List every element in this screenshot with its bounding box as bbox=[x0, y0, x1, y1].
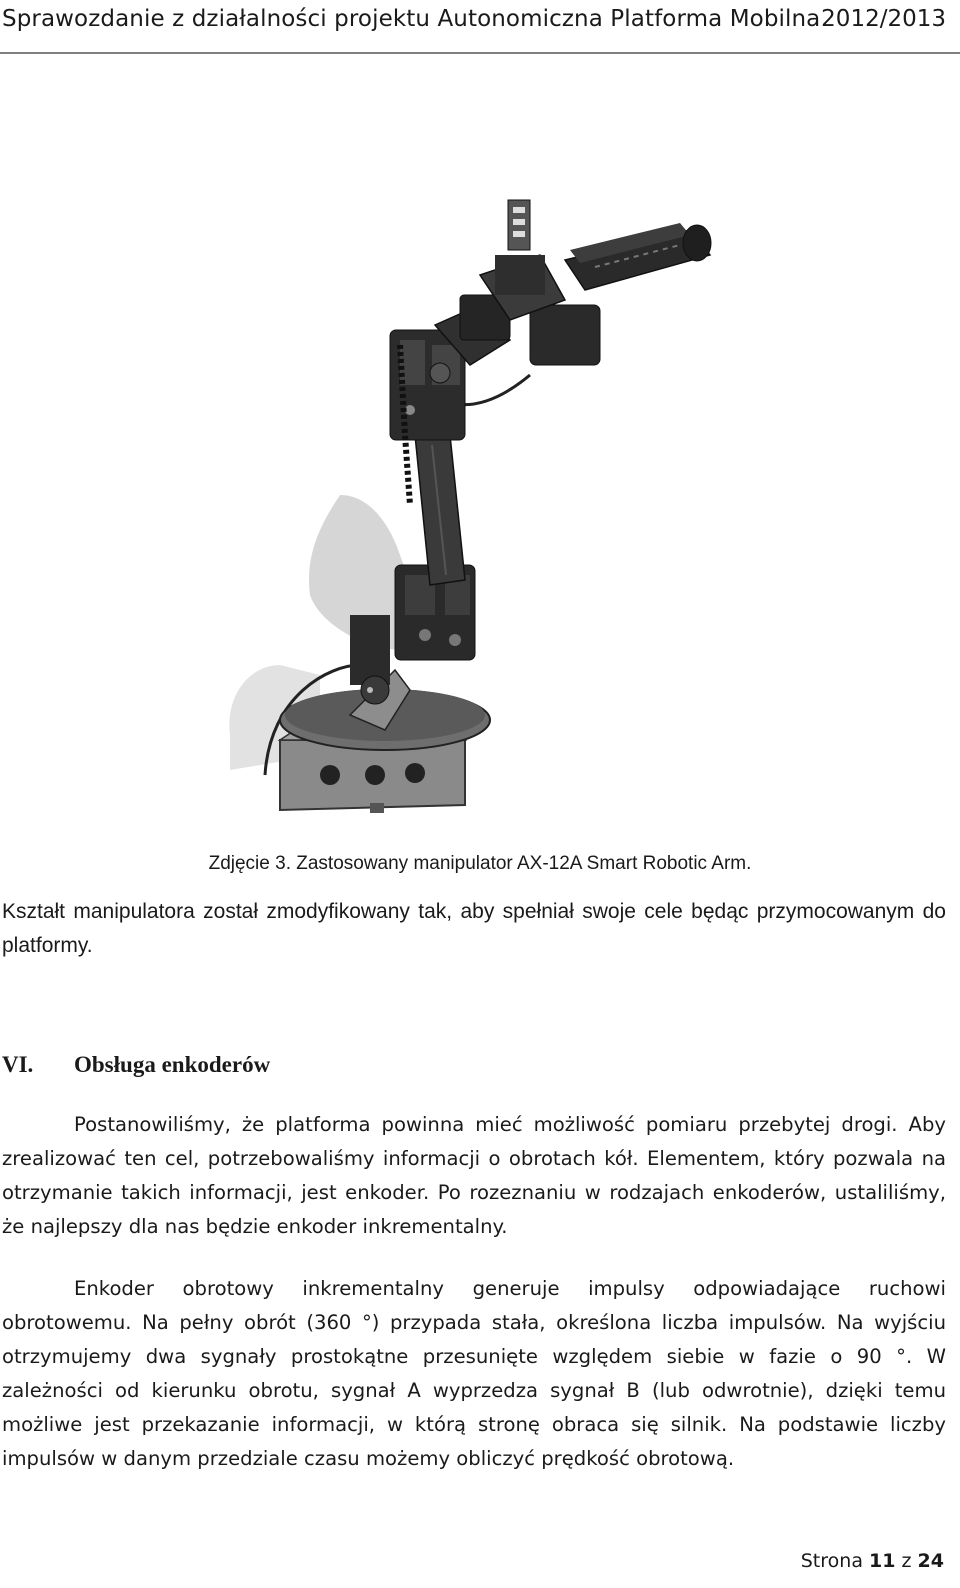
document-title: Sprawozdanie z działalności projektu Autonomiczna Platforma Mobilna bbox=[2, 6, 821, 32]
page-footer bbox=[801, 1550, 944, 1572]
paragraph-incremental-encoder bbox=[2, 1272, 946, 1476]
page-of: z bbox=[901, 1550, 912, 1572]
section-number: VI. bbox=[2, 1052, 34, 1077]
page-label: Strona bbox=[800, 1550, 863, 1572]
document-year: 2012/2013 bbox=[821, 6, 946, 32]
figure-caption: Zdjęcie 3. Zastosowany manipulator AX-12A Smart Robotic Arm. bbox=[208, 853, 752, 874]
page-header bbox=[0, 0, 960, 54]
page-total: 24 bbox=[917, 1550, 944, 1572]
paragraph-incremental-encoder-text: Enkoder obrotowy inkrementalny generuje impulsy odpowiadające ruchowi obrotowemu. Na pełny obrót (360 °) przypada stała, określona liczba impulsów. Na wyjściu otrzymujemy dwa sygnały prostokątne przesunięte względem siebie w fazie o 90 °. W zależności od kierunku obrotu, sygnał A wyprzedza sygnał B (lub odwrotnie), dzięki temu możliwe jest przekazanie informacji, w którą stronę obraca się silnik. Na podstawie liczby impulsów w danym przedziale czasu możemy obliczyć prędkość obrotową. bbox=[2, 1277, 946, 1470]
page-number: 11 bbox=[869, 1550, 896, 1572]
paragraph-encoders-intro-text: Postanowiliśmy, że platforma powinna mieć możliwość pomiaru przebytej drogi. Aby zrealizować ten cel, potrzebowaliśmy informacji o obrotach kół. Elementem, który pozwala na otrzymanie takich informacji, jest enkoder. Po rozeznaniu w rodzajach enkoderów, ustaliliśmy, że najlepszy dla nas będzie enkoder inkrementalny. bbox=[2, 1113, 946, 1238]
paragraph-encoders-intro bbox=[2, 1108, 946, 1244]
paragraph-manipulator: Kształt manipulatora został zmodyfikowany tak, aby spełniał swoje cele będąc przymocowanym do platformy. bbox=[2, 900, 946, 957]
robotic-arm-photo bbox=[210, 195, 750, 835]
section-title: Obsługa enkoderów bbox=[74, 1052, 271, 1077]
